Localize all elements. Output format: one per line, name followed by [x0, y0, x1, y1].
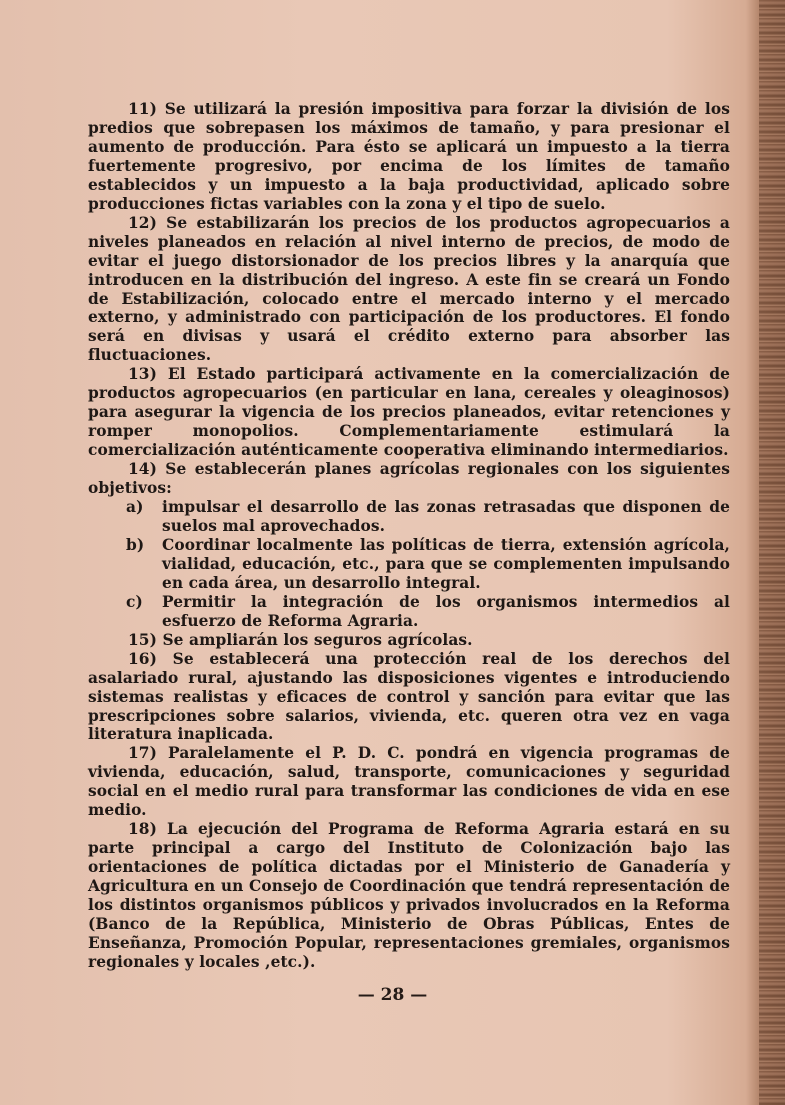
paragraph-15: 15) Se ampliarán los seguros agrícolas.	[128, 630, 473, 649]
book-spine-edge	[759, 0, 785, 1105]
paragraph-13: 13) El Estado participará activamente en la comercialización de productos agropecuarios (en particular en lana, cereales y oleaginosos) para asegurar la vigencia de los precios planeados, evitar retenciones y romper monopolios. Complementariamente estimulará la comercialización auténticamente cooperativa eliminando intermediarios.	[88, 365, 730, 460]
list-item-b	[88, 536, 730, 593]
list-text: impulsar el desarrollo de las zonas retrasadas que disponen de suelos mal aprovechados.	[162, 498, 730, 535]
paragraph-17: 17) Paralelamente el P. D. C. pondrá en vigencia programas de vivienda, educación, salud, transporte, comunicaciones y seguridad social en el medio rural para transformar las condiciones de vida en ese medio.	[88, 744, 730, 820]
page-body	[88, 100, 730, 972]
list-text: Coordinar localmente las políticas de tierra, extensión agrícola, vialidad, educación, etc., para que se complementen impulsando en cada área, un desarrollo integral.	[162, 535, 730, 592]
paragraph-11: 11) Se utilizará la presión impositiva para forzar la división de los predios que sobrepasen los máximos de tamaño, y para presionar el aumento de producción. Para ésto se aplicará un impuesto a la tierra fuertemente progresivo, por encima de los límites de tamaño establecidos y un impuesto a la baja productividad, aplicado sobre producciones fictas variables con la zona y el tipo de suelo.	[88, 100, 730, 213]
list-text: Permitir la integración de los organismos intermedios al esfuerzo de Reforma Agraria.	[162, 592, 730, 630]
list-marker: b)	[126, 535, 145, 554]
list-item-a	[88, 498, 730, 536]
paragraph-12: 12) Se estabilizarán los precios de los productos agropecuarios a niveles planeados en relación al nivel interno de precios, de modo de evitar el juego distorsionador de los precios libres y la anarquía que introducen en la distribución del ingreso. A este fin se creará un Fondo de Estabilización, colocado entre el mercado interno y el mercado externo, y administrado con participación de los productores. El fondo será en divisas y usará el crédito externo para absorber las fluctuaciones.	[88, 213, 730, 365]
paragraph-18: 18) La ejecución del Programa de Reforma Agraria estará en su parte principal a cargo del Instituto de Colonización bajo las orientaciones de política dictadas por el Ministerio de Ganadería y Agricultura en un Consejo de Coordinación que tendrá representación de los distintos organismos públicos y privados involucrados en la Reforma (Banco de la República, Ministerio de Obras Públicas, Entes de Enseñanza, Promoción Popular, representaciones gremiales, organismos regionales y locales ,etc.).	[88, 820, 730, 971]
list-item-c	[88, 593, 730, 631]
paragraph-14: 14) Se establecerán planes agrícolas regionales con los siguientes objetivos:	[88, 460, 730, 498]
list-marker: a)	[126, 498, 144, 517]
list-marker: c)	[126, 592, 143, 611]
page-number: — 28 —	[357, 985, 428, 1005]
paragraph-16: 16) Se establecerá una protección real de los derechos del asalariado rural, ajustando las disposiciones vigentes e introduciendo sistemas realistas y eficaces de control y sanción para evitar que las prescripciones sobre salarios, vivienda, etc. queren otra vez en vaga literatura inaplicada.	[88, 649, 730, 744]
